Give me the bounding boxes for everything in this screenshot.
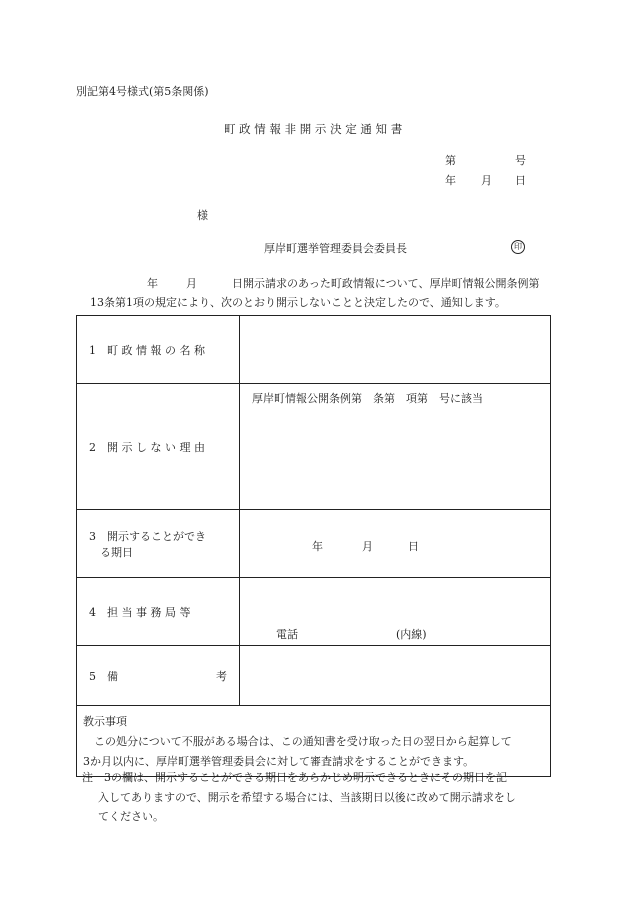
row3-label-cell	[77, 510, 240, 578]
notes-line2: 3か月以内に、厚岸町選挙管理委員会に対して審査請求をすることができます。	[83, 755, 475, 768]
row3-value-cell	[240, 510, 551, 578]
form-table	[76, 315, 551, 777]
footnote-line2: 入してありますので、開示を希望する場合には、当該期日以後に改めて開示請求をし	[98, 790, 516, 804]
row4-ext: (内線)	[396, 628, 427, 641]
row4-label: 4 担 当 事 務 局 等	[77, 578, 240, 646]
page-title: 町 政 情 報 非 開 示 決 定 通 知 書	[224, 122, 403, 136]
row2-value: 厚岸町情報公開条例第 条第 項第 号に該当	[252, 392, 483, 405]
row2-value-cell	[240, 384, 551, 510]
date-year: 年	[445, 174, 456, 187]
row1-value	[240, 316, 551, 384]
row3-month: 月	[362, 540, 373, 553]
notes-cell	[77, 706, 551, 777]
doc-number-dai: 第	[445, 154, 456, 167]
date-day: 日	[515, 174, 526, 187]
intro-year: 年	[147, 277, 158, 290]
row5-value	[240, 646, 551, 706]
row3-year: 年	[312, 540, 323, 553]
form-id: 別記第4号様式(第5条関係)	[76, 85, 209, 98]
row1-label: 1 町 政 情 報 の 名 称	[77, 316, 240, 384]
intro-line2: 13条第1項の規定により、次のとおり開示しないことと決定したので、通知します。	[90, 296, 506, 309]
doc-number-go: 号	[515, 154, 526, 167]
row3-day: 日	[408, 540, 419, 553]
row2-label: 2 開 示 し な い 理 由	[77, 384, 240, 510]
row4-value-cell	[240, 578, 551, 646]
addressee-suffix: 様	[197, 209, 208, 222]
footnote-line3: てください。	[98, 810, 164, 823]
row5-label-cell	[77, 646, 240, 706]
intro-line1: 日開示請求のあった町政情報について、厚岸町情報公開条例第	[232, 277, 540, 290]
issuer: 厚岸町選挙管理委員会委員長	[264, 242, 407, 255]
row5-label-left: 5 備	[89, 669, 118, 683]
notes-title: 教示事項	[83, 715, 127, 728]
row3-label-line1: 3 開示することができ	[89, 529, 206, 543]
intro-month: 月	[186, 277, 197, 290]
row4-phone: 電話	[276, 628, 298, 641]
footnote-line1: 注 3の欄は、開示することができる期日をあらかじめ明示できるときにその期日を記	[82, 771, 507, 784]
row3-label-line2: る期日	[89, 545, 133, 559]
row5-label-right: 考	[216, 669, 227, 683]
date-month: 月	[481, 174, 492, 187]
notes-line1: この処分について不服がある場合は、この通知書を受け取った日の翌日から起算して	[83, 735, 512, 748]
seal-mark: 印	[511, 240, 525, 254]
footnote	[82, 768, 557, 827]
